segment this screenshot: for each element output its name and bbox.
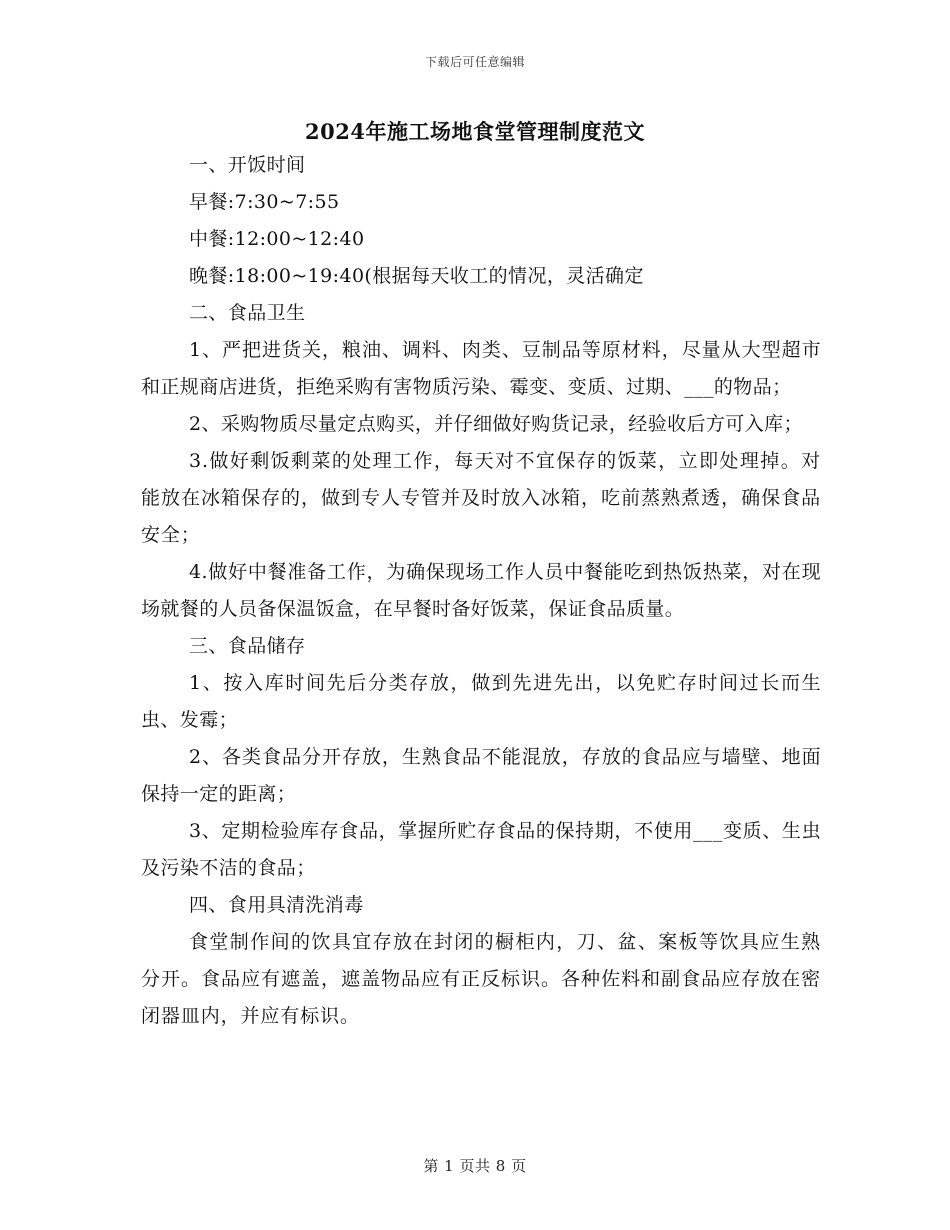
header-note: 下载后可任意编辑: [424, 55, 525, 69]
paragraph: 1、按入库时间先后分类存放，做到先进先出，以免贮存时间过长而生虫、发霉；: [141, 672, 821, 731]
paragraph: 4.做好中餐准备工作，为确保现场工作人员中餐能吃到热饭热菜，对在现场就餐的人员备保温饭盒，在早餐时备好饭菜，保证食品质量。: [141, 561, 821, 620]
paragraph: 食堂制作间的饮具宜存放在封闭的橱柜内，刀、盆、案板等饮具应生熟分开。食品应有遮盖，遮盖物品应有正反标识。各种佐料和副食品应存放在密闭器皿内，并应有标识。: [141, 931, 821, 1027]
paragraph: 3.做好剩饭剩菜的处理工作，每天对不宜保存的饭菜，立即处理掉。对能放在冰箱保存的，做到专人专管并及时放入冰箱，吃前蒸熟煮透，确保食品安全；: [141, 450, 821, 546]
paragraph: 晚餐:18:00~19:40(根据每天收工的情况，灵活确定: [189, 265, 644, 287]
section-heading: 四、食用具清洗消毒: [189, 894, 364, 916]
section-heading: 二、食品卫生: [189, 302, 306, 324]
paragraph: 2、各类食品分开存放，生熟食品不能混放，存放的食品应与墙壁、地面保持一定的距离；: [141, 746, 821, 805]
paragraph: 1、严把进货关，粮油、调料、肉类、豆制品等原材料，尽量从大型超市和正规商店进货，拒绝采购有害物质污染、霉变、变质、过期、___的物品；: [141, 339, 821, 398]
section-heading: 三、食品储存: [189, 635, 306, 657]
section-heading: 一、开饭时间: [189, 154, 306, 176]
paragraph: 中餐:12:00~12:40: [189, 228, 365, 250]
document-title: 2024年施工场地食堂管理制度范文: [305, 119, 645, 144]
document-body: [141, 147, 821, 1035]
paragraph: 早餐:7:30~7:55: [189, 191, 340, 213]
paragraph: 2、采购物质尽量定点购买，并仔细做好购货记录，经验收后方可入库；: [189, 413, 803, 435]
page-footer: 第 1 页共 8 页: [423, 1157, 527, 1175]
paragraph: 3、定期检验库存食品，掌握所贮存食品的保持期，不使用___变质、生虫及污染不洁的食品；: [141, 820, 821, 879]
